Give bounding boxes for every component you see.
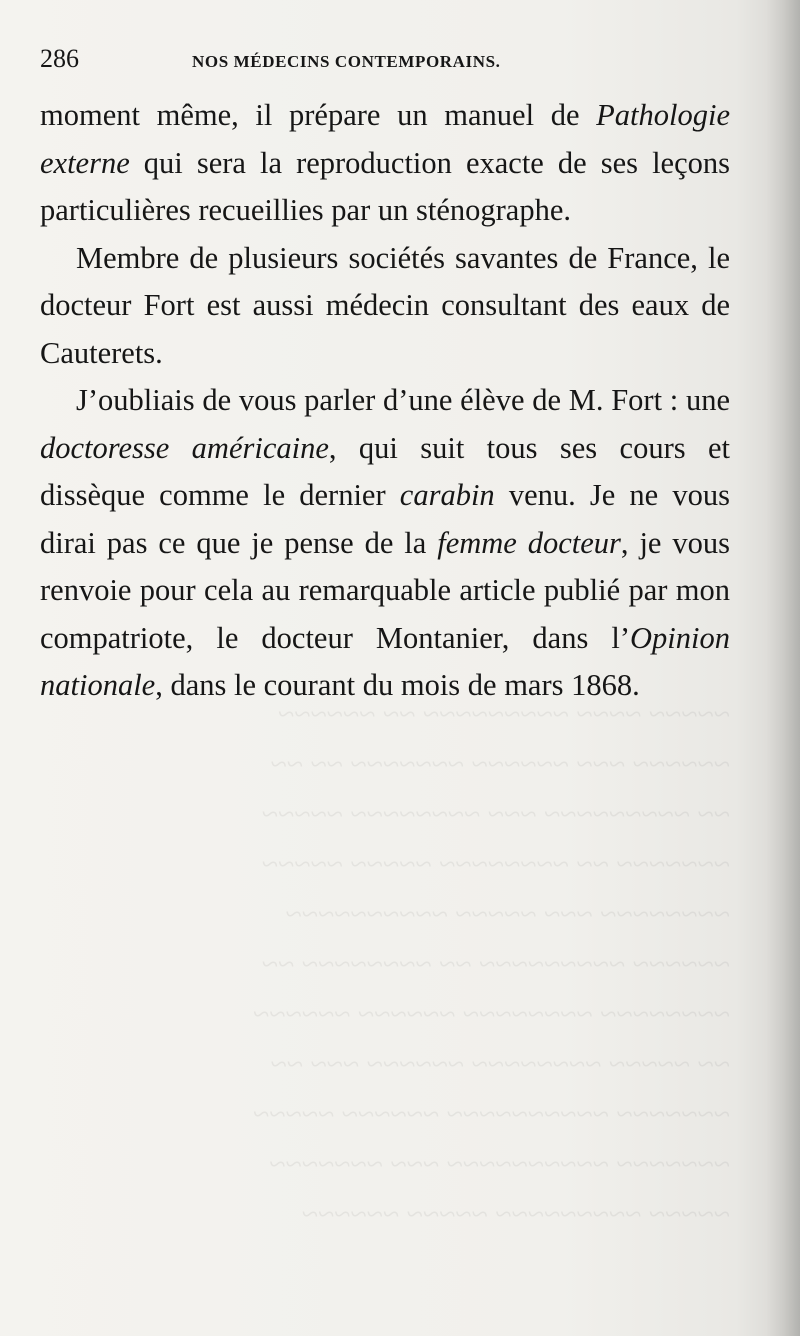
- text-run: J’oubliais de vous parler d’une élève de M. Fort : une: [76, 383, 730, 417]
- spine-shadow: [766, 0, 800, 1336]
- italic-text: femme docteur: [437, 525, 621, 560]
- italic-text: carabin: [399, 478, 495, 512]
- paragraph: [40, 377, 730, 710]
- text-run: qui sera la reproduction exacte de ses leçons particulières recueillies par un sténographe.: [40, 145, 730, 227]
- body-text: [40, 92, 730, 710]
- text-run: moment même, il prépare un manuel de: [40, 98, 597, 132]
- bleed-through-texture: ~~~~~ ~~~~ ~~~~~~~~~ ~~ ~~~~~~ ~~~~~~ ~~~ ~~~~~~ ~~~~~~~ ~~ ~~ ~~ ~~~~~~~~~ ~~~ ~~~~~~~~ ~~~~~ ~~~~~~~ ~~ ~~~~~~~~ ~~~~~ ~~~~~ ~~~~~~~~ ~~~ ~~~~~ ~~~~~~~~~~ ~~~~~~ ~~~~~~~~~ ~~ ~~~~~~~~ ~~ ~~~~~~~~ ~~~~~~~~ ~~~~~~ ~~~~~~ ~~ ~~~~~ ~~~~~~~~ ~~~~~~ ~~~ ~~ ~~~~~~~ ~~~~~~~~~~ ~~~~~~ ~~~~~ ~~~~~~~ ~~~~~~~~~~ ~~~ ~~~~~~~ ~~~~~ ~~~~~~~~~ ~~~~~ ~~~~~~: [253, 698, 730, 1231]
- running-header: [40, 42, 730, 82]
- text-run: venu. Je ne vous dirai pas ce que je pense de la: [40, 478, 730, 560]
- text-run: , dans le courant du mois de mars 1868.: [155, 668, 640, 702]
- text-run: , je vous renvoie pour cela au remarquable article publié par mon compatriote, le docteur Montanier, dans l’: [40, 525, 730, 655]
- text-run: Membre de plusieurs sociétés savantes de France, le docteur Fort est aussi médecin consultant des eaux de Cauterets.: [40, 240, 730, 370]
- italic-text: Opinion nationale: [40, 620, 730, 702]
- running-title: NOS MÉDECINS CONTEMPORAINS.: [192, 52, 501, 71]
- italic-text: Pathologie externe: [40, 98, 730, 180]
- paragraph: [40, 235, 730, 378]
- italic-text: doctoresse américaine: [40, 430, 329, 465]
- paragraph: [40, 92, 730, 235]
- page-number: 286: [40, 44, 79, 73]
- text-run: , qui suit tous ses cours et dissèque comme le dernier: [40, 430, 730, 512]
